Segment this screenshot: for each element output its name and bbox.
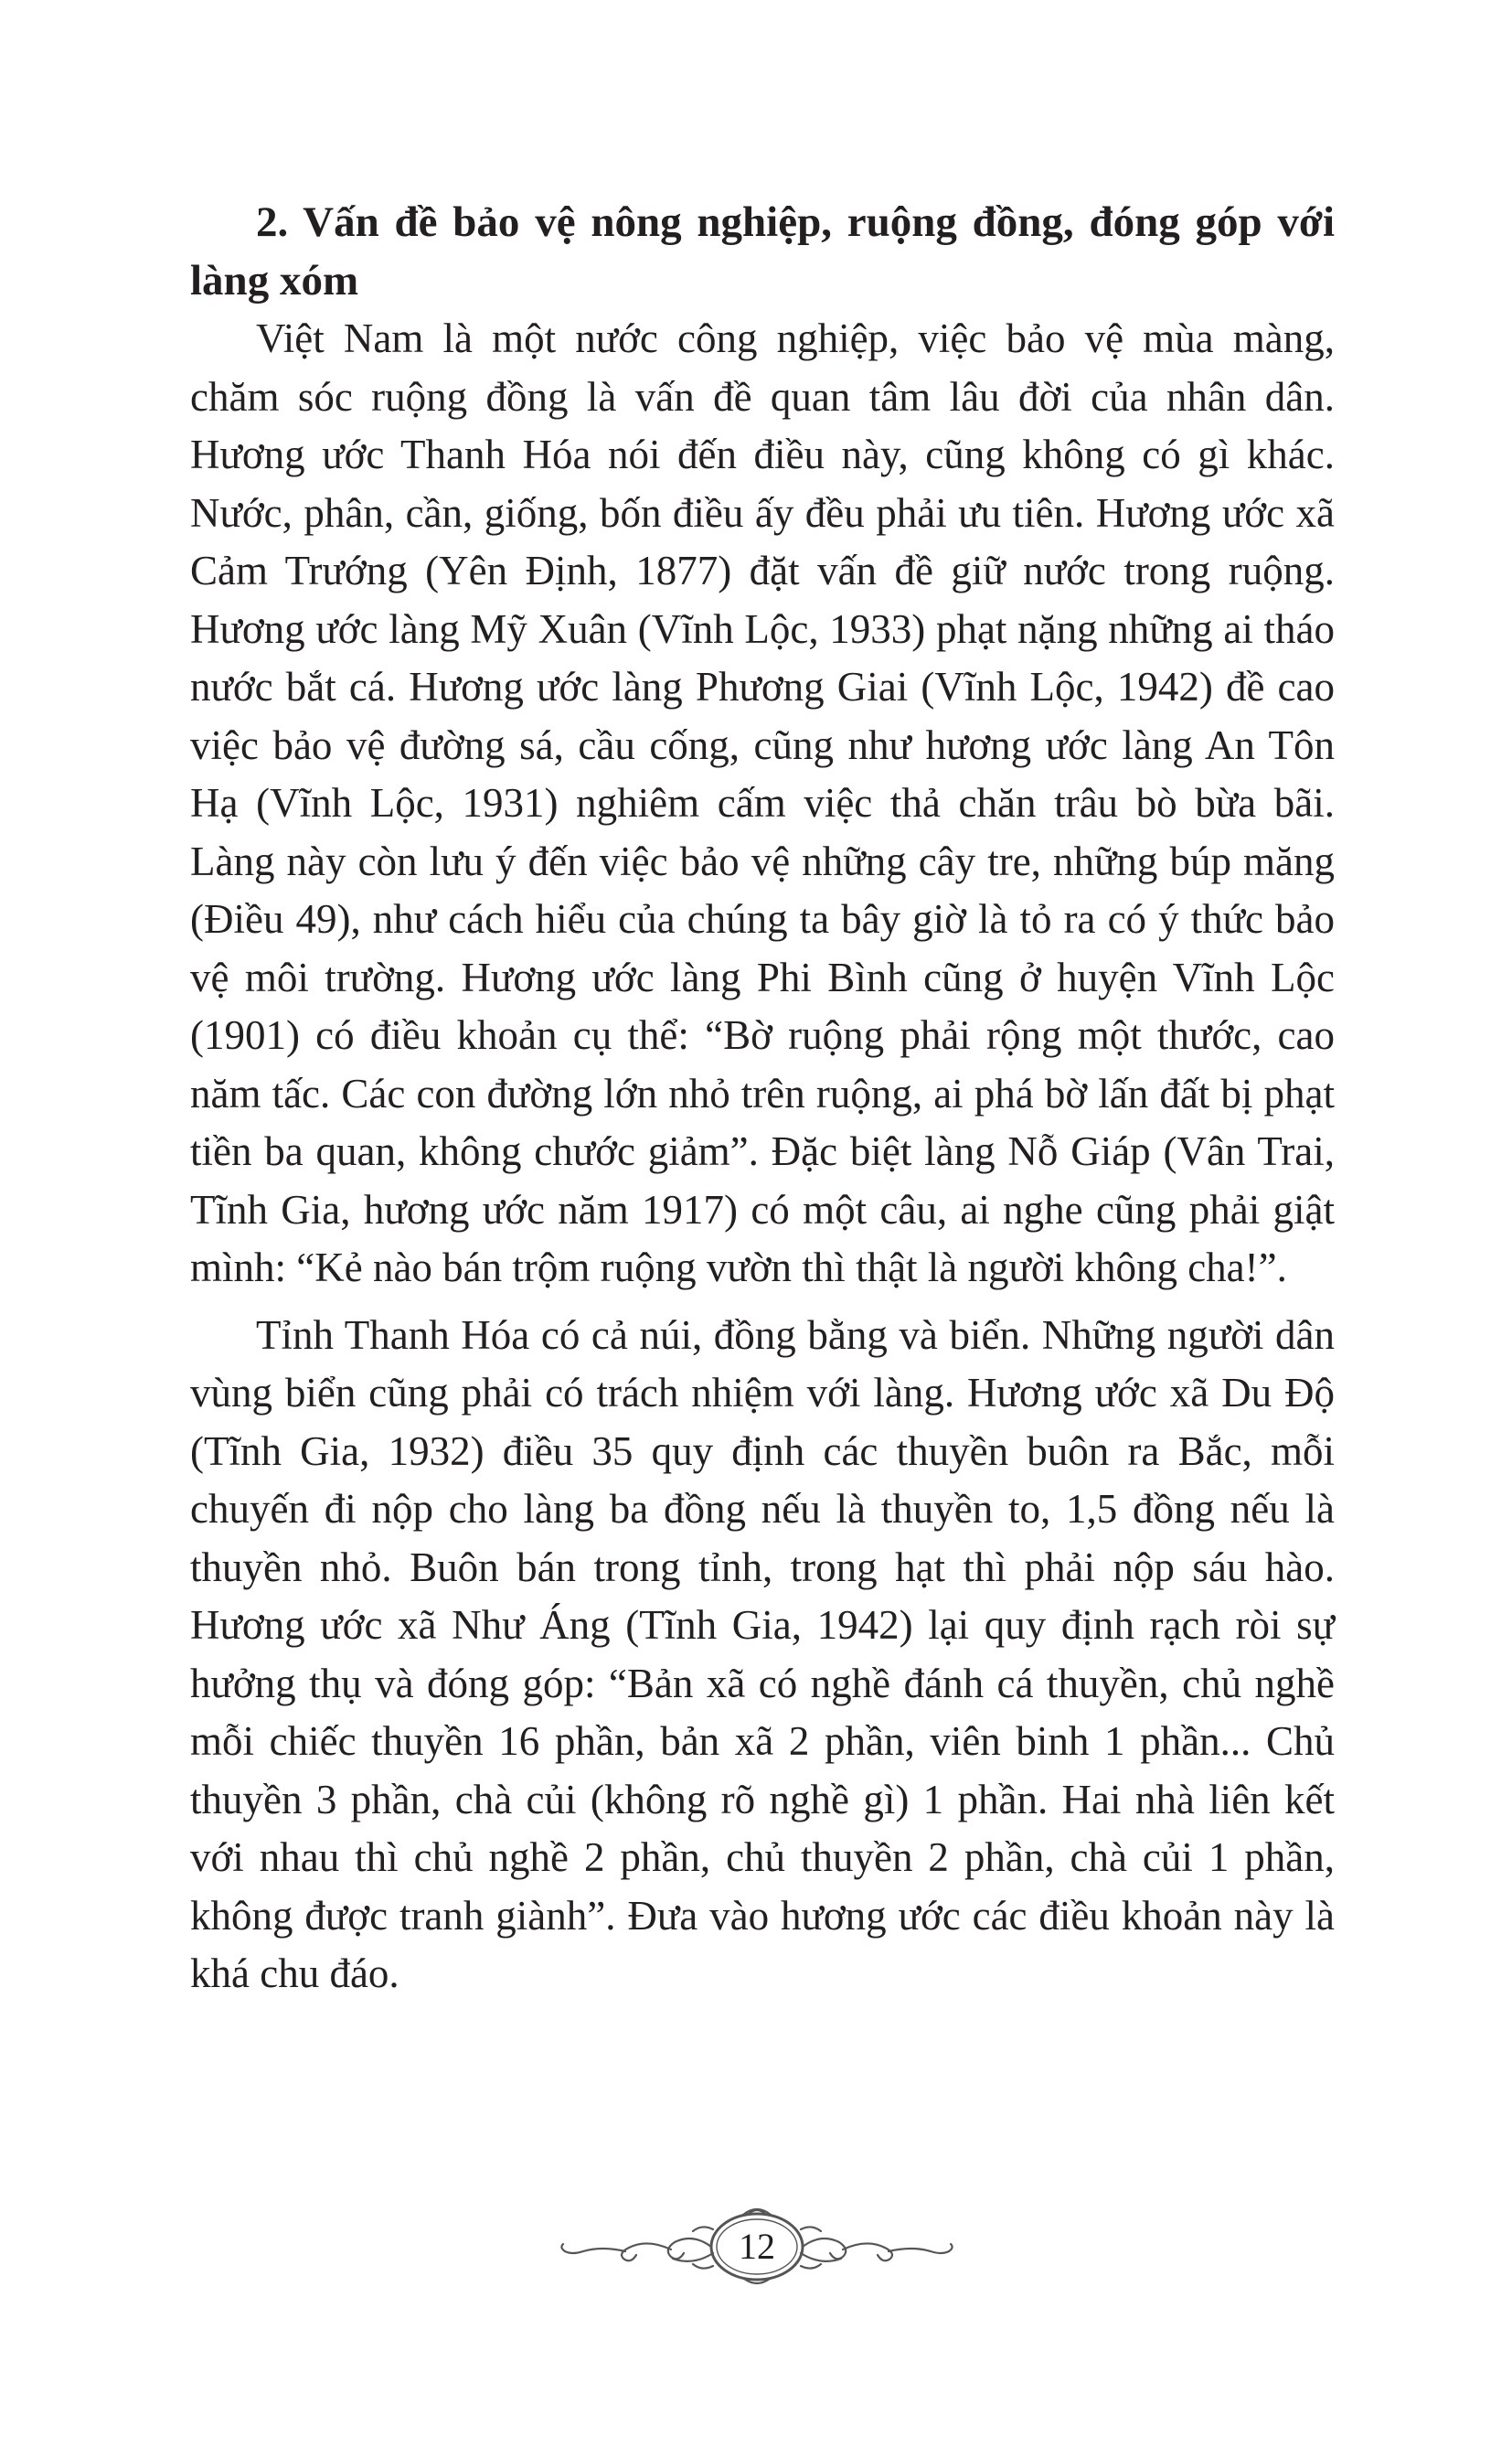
body-paragraph-2: Tỉnh Thanh Hóa có cả núi, đồng bằng và biển. Những người dân vùng biển cũng phải có trách nhiệm với làng. Hương ước xã Du Độ (Tĩnh Gia, 1932) điều 35 quy định các thuyền buôn ra Bắc, mỗi chuyến đi nộp cho làng ba đồng nếu là thuyền to, 1,5 đồng nếu là thuyền nhỏ. Buôn bán trong tỉnh, trong hạt thì phải nộp sáu hào. Hương ước xã Như Áng (Tĩnh Gia, 1942) lại quy định rạch ròi sự hưởng thụ và đóng góp: “Bản xã có nghề đánh cá thuyền, chủ nghề mỗi chiếc thuyền 16 phần, bản xã 2 phần, viên binh 1 phần... Chủ thuyền 3 phần, chà củi (không rõ nghề gì) 1 phần. Hai nhà liên kết với nhau thì chủ nghề 2 phần, chủ thuyền 2 phần, chà củi 1 phần, không được tranh giành”. Đưa vào hương ước các điều khoản này là khá chu đáo. [190, 1311, 1335, 1996]
page-content [190, 194, 1335, 2004]
body-paragraph-1: Việt Nam là một nước công nghiệp, việc bảo vệ mùa màng, chăm sóc ruộng đồng là vấn đề quan tâm lâu đời của nhân dân. Hương ước Thanh Hóa nói đến điều này, cũng không có gì khác. Nước, phân, cần, giống, bốn điều ấy đều phải ưu tiên. Hương ước xã Cảm Trướng (Yên Định, 1877) đặt vấn đề giữ nước trong ruộng. Hương ước làng Mỹ Xuân (Vĩnh Lộc, 1933) phạt nặng những ai tháo nước bắt cá. Hương ước làng Phương Giai (Vĩnh Lộc, 1942) đề cao việc bảo vệ đường sá, cầu cống, cũng như hương ước làng An Tôn Hạ (Vĩnh Lộc, 1931) nghiêm cấm việc thả chăn trâu bò bừa bãi. Làng này còn lưu ý đến việc bảo vệ những cây tre, những búp măng (Điều 49), như cách hiểu của chúng ta bây giờ là tỏ ra có ý thức bảo vệ môi trường. Hương ước làng Phi Bình cũng ở huyện Vĩnh Lộc (1901) có điều khoản cụ thể: “Bờ ruộng phải rộng một thước, cao năm tấc. Các con đường lớn nhỏ trên ruộng, ai phá bờ lấn đất bị phạt tiền ba quan, không chước giảm”. Đặc biệt làng Nỗ Giáp (Vân Trai, Tĩnh Gia, hương ước năm 1917) có một câu, ai nghe cũng phải giật mình: “Kẻ nào bán trộm ruộng vườn thì thật là người không cha!”. [190, 315, 1335, 1290]
section-heading: 2. Vấn đề bảo vệ nông nghiệp, ruộng đồng, đóng góp với làng xóm [190, 198, 1335, 305]
page-number: 12 [739, 2226, 775, 2267]
page-footer [556, 2206, 958, 2288]
